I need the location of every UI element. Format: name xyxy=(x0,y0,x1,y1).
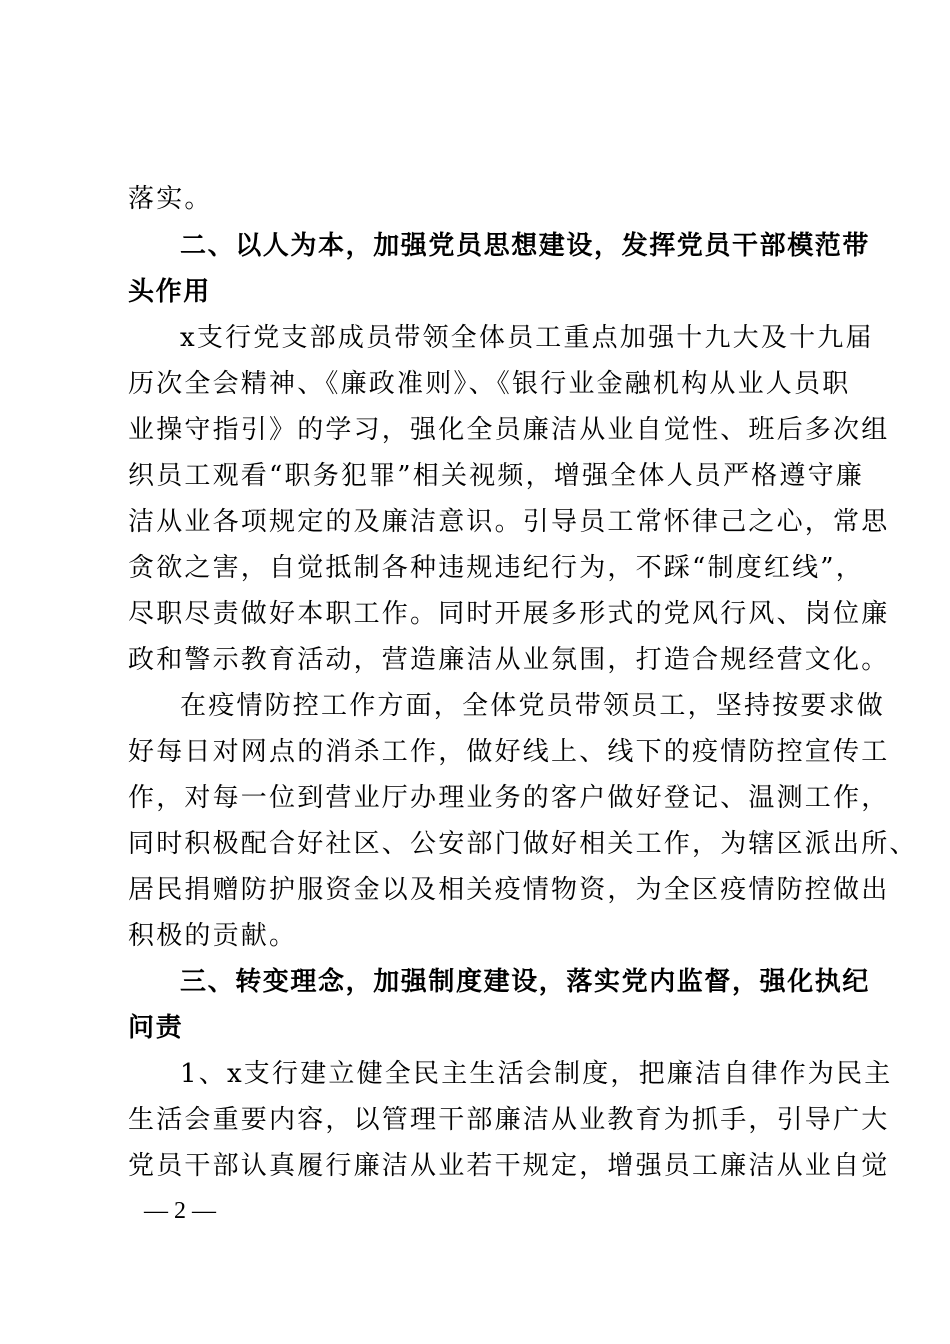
section-heading-2-line-1: 二、以人为本，加强党员思想建设，发挥党员干部模范带 xyxy=(180,231,871,261)
section-heading-3-line-1: 三、转变理念，加强制度建设，落实党内监督，强化执纪 xyxy=(180,967,871,997)
paragraph-1-line-8: 政和警示教育活动，营造廉洁从业氛围，打造合规经营文化。 xyxy=(128,645,890,675)
paragraph-1-line-7: 尽职尽责做好本职工作。同时开展多形式的党风行风、岗位廉 xyxy=(128,599,890,629)
paragraph-2-line-4: 同时积极配合好社区、公安部门做好相关工作，为辖区派出所、 xyxy=(128,829,918,859)
paragraph-1-line-1: x支行党支部成员带领全体员工重点加强十九大及十九届 xyxy=(180,323,874,353)
paragraph-2-line-3: 作，对每一位到营业厅办理业务的客户做好登记、温测工作， xyxy=(128,783,890,813)
paragraph-3-line-1: 1、x支行建立健全民主生活会制度，把廉洁自律作为民主 xyxy=(180,1059,893,1089)
paragraph-1-line-4: 织员工观看“职务犯罪”相关视频，增强全体人员严格遵守廉 xyxy=(128,461,864,491)
paragraph-2-line-2: 好每日对网点的消杀工作，做好线上、线下的疫情防控宣传工 xyxy=(128,737,890,767)
paragraph-1-line-5: 洁从业各项规定的及廉洁意识。引导员工常怀律己之心，常思 xyxy=(128,507,890,537)
paragraph-2-line-1: 在疫情防控工作方面，全体党员带领员工，坚持按要求做 xyxy=(180,691,886,721)
paragraph-2-line-5: 居民捐赠防护服资金以及相关疫情物资，为全区疫情防控做出 xyxy=(128,875,890,905)
paragraph-1-line-6: 贪欲之害，自觉抵制各种违规违纪行为，不踩“制度红线”， xyxy=(128,553,864,583)
section-heading-2-line-2: 头作用 xyxy=(128,277,211,307)
paragraph-1-line-2: 历次全会精神、《廉政准则》、《银行业金融机构从业人员职 xyxy=(128,369,851,399)
paragraph-3-line-2: 生活会重要内容，以管理干部廉洁从业教育为抓手，引导广大 xyxy=(128,1105,890,1135)
page-number: — 2 — xyxy=(144,1198,216,1224)
paragraph-2-line-6: 积极的贡献。 xyxy=(128,921,298,951)
paragraph-1-line-3: 业操守指引》的学习，强化全员廉洁从业自觉性、班后多次组 xyxy=(128,415,890,445)
paragraph-3-line-3: 党员干部认真履行廉洁从业若干规定，增强员工廉洁从业自觉 xyxy=(128,1151,890,1181)
section-heading-3-line-2: 问责 xyxy=(128,1013,184,1043)
text-line-1: 落实。 xyxy=(128,184,213,214)
